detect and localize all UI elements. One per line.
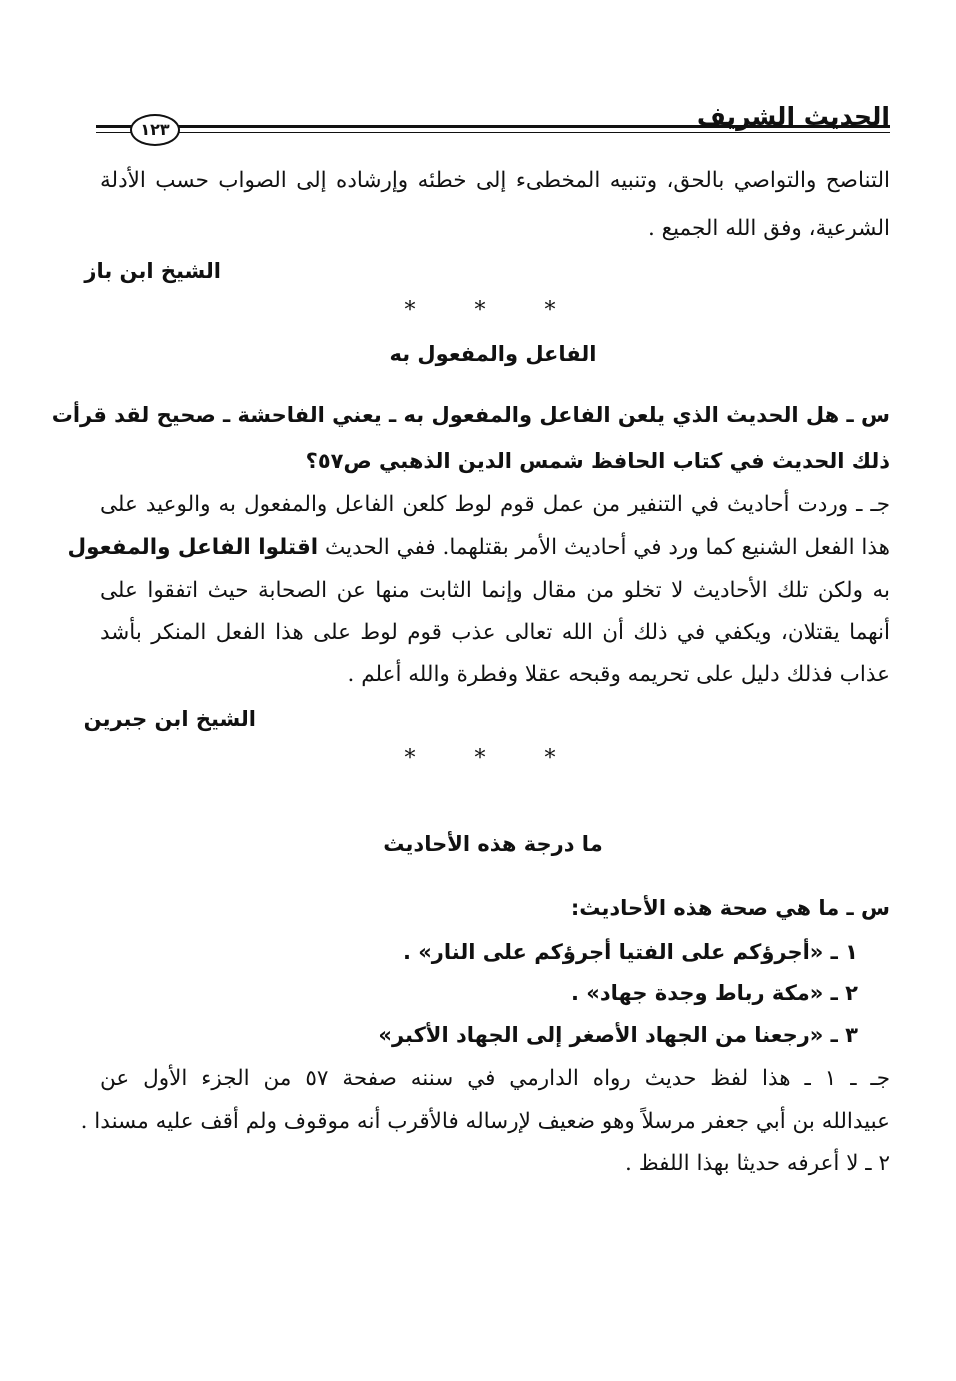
question2-item-3: ٣ ـ «رجعنا من الجهاد الأصغر إلى الجهاد الأكبر»: [378, 1023, 858, 1047]
answer1-line-2-text: هذا الفعل الشنيع كما ورد في أحاديث الأمر بقتلهما. ففي الحديث: [324, 535, 890, 560]
question2-intro: س ـ ما هي صحة هذه الأحاديث:: [570, 896, 890, 920]
header-rule-thin: [96, 132, 890, 133]
intro-line-2: الشرعية، وفق الله الجميع .: [647, 216, 890, 241]
page-number: ١٢٣: [130, 114, 180, 146]
section-title-1: الفاعل والمفعول به: [389, 342, 597, 366]
question1-line-2: ذلك الحديث في كتاب الحافظ شمس الدين الذهبي ص٥٧؟: [305, 449, 890, 473]
answer1-line-1: جـ ـ وردت أحاديث في التنفير من عمل قوم لوط كلعن الفاعل والمفعول به والوعيد على: [100, 492, 890, 517]
question1-line-1: س ـ هل الحديث الذي يلعن الفاعل والمفعول به ـ يعني الفاحشة ـ صحيح لقد قرأت: [51, 403, 890, 427]
answer1-line-5: عذاب فذلك دليل على تحريمه وقبحه عقلا وفطرة والله أعلم .: [347, 662, 890, 687]
answer2-line-2: عبيدالله بن أبي جعفر مرسلاً وهو ضعيف لإرساله فالأقرب أنه موقوف ولم أقف عليه مسندا .: [80, 1109, 890, 1134]
signature-ibn-baz: الشيخ ابن باز: [84, 259, 221, 283]
answer1-line-4: أنهما يقتلان، ويكفي في ذلك أن الله تعالى عذب قوم لوط على هذا الفعل المنكر بأشد: [100, 620, 890, 645]
section-title-2: ما درجة هذه الأحاديث: [383, 832, 603, 856]
intro-line-1: التناصح والتواصي بالحق، وتنبيه المخطىء إلى خطئه وإرشاده إلى الصواب حسب الأدلة: [100, 168, 890, 193]
running-title: الحديث الشريف: [696, 102, 890, 131]
answer2-line-3: ٢ ـ لا أعرفه حديثا بهذا اللفظ .: [625, 1151, 890, 1176]
separator-stars-2: * * *: [404, 746, 582, 771]
question2-item-1: ١ ـ «أجرؤكم على الفتيا أجرؤكم على النار» .: [402, 940, 858, 964]
answer1-line-2: [67, 533, 890, 563]
page-header: [96, 100, 890, 148]
hadith-quote: اقتلوا الفاعل والمفعول: [67, 535, 319, 560]
answer2-line-1: جـ ـ ١ ـ هذا لفظ حديث رواه الدارمي في سننه صفحة ٥٧ من الجزء الأول عن: [100, 1066, 890, 1091]
answer1-line-3: به ولكن تلك الأحاديث لا تخلو من مقال وإنما الثابت منها عن الصحابة حيث اتفقوا على: [100, 578, 890, 603]
signature-ibn-jibrin: الشيخ ابن جبرين: [83, 707, 256, 731]
header-rule-thick: [96, 125, 890, 128]
question2-item-2: ٢ ـ «مكة رباط وجدة جهاد» .: [571, 981, 858, 1005]
separator-stars-1: * * *: [404, 298, 582, 323]
